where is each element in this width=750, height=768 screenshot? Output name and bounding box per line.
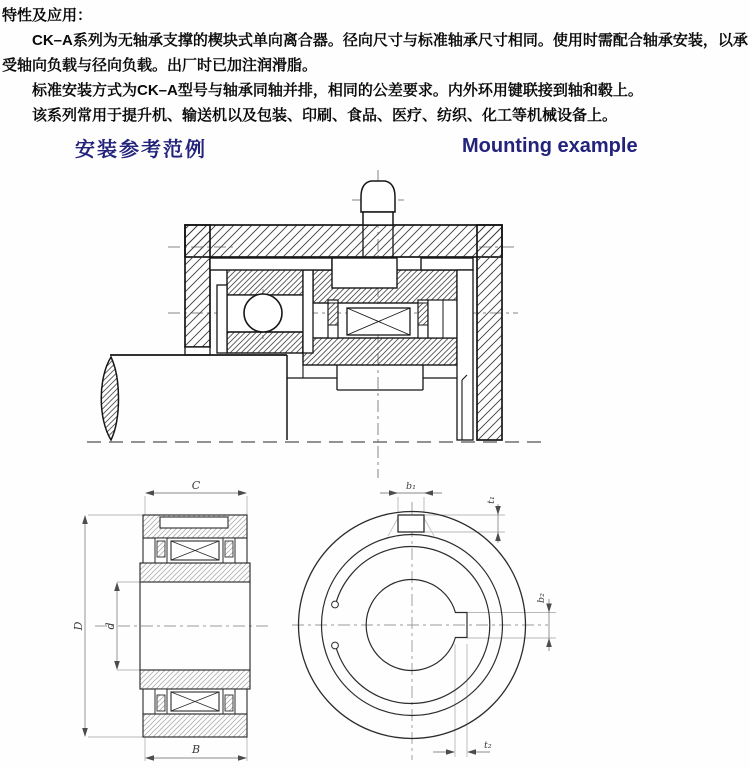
paragraph-mounting: 标准安装方式为CK–A型号与轴承同轴并排，相同的公差要求。内外环用键联接到轴和毂上。 xyxy=(32,82,643,99)
lube-hole-bottom xyxy=(332,642,339,649)
front-view xyxy=(292,481,556,760)
outer-ring-keyway xyxy=(160,517,228,528)
paragraph-applications: 该系列常用于提升机、输送机以及包装、印刷、食品、医疗、纺织、化工等机械设备上。 xyxy=(32,107,618,124)
mounting-cross-section-drawing xyxy=(87,170,545,478)
shaft-break-end xyxy=(101,357,118,440)
lube-hole-top xyxy=(332,601,339,608)
dim-label-t2: t₂ xyxy=(484,740,492,751)
ball-bearing xyxy=(217,268,303,353)
heading-mounting-en: Mounting example xyxy=(462,135,638,157)
side-section-view xyxy=(72,479,268,761)
dim-label-b2: b₂ xyxy=(536,593,547,603)
heading-mounting-zh: 安装参考范例 xyxy=(75,139,207,161)
bearing-ball xyxy=(244,294,282,332)
dim-label-B: B xyxy=(191,743,201,756)
top-key xyxy=(332,258,397,288)
shaft-and-hub xyxy=(101,355,457,440)
hub-key-slot xyxy=(337,365,423,390)
dim-label-C: C xyxy=(191,479,201,492)
front-view-centerlines xyxy=(292,502,548,760)
dim-label-d: d xyxy=(104,622,117,630)
dim-label-b1: b₁ xyxy=(406,481,416,492)
section-title: 特性及应用： xyxy=(2,7,93,24)
front-view-extension-lines xyxy=(388,497,556,757)
outer-keyway-slot xyxy=(398,515,424,532)
paragraph-features: CK–A系列为无轴承支撑的楔块式单向离合器。径向尺寸与标准轴承尺寸相同。使用时需配合轴承安装，以承受轴向负载与径向负载。出厂时已加注润滑脂。 xyxy=(2,32,748,74)
dim-label-t1: t₁ xyxy=(486,496,497,504)
dim-label-D: D xyxy=(72,621,85,631)
